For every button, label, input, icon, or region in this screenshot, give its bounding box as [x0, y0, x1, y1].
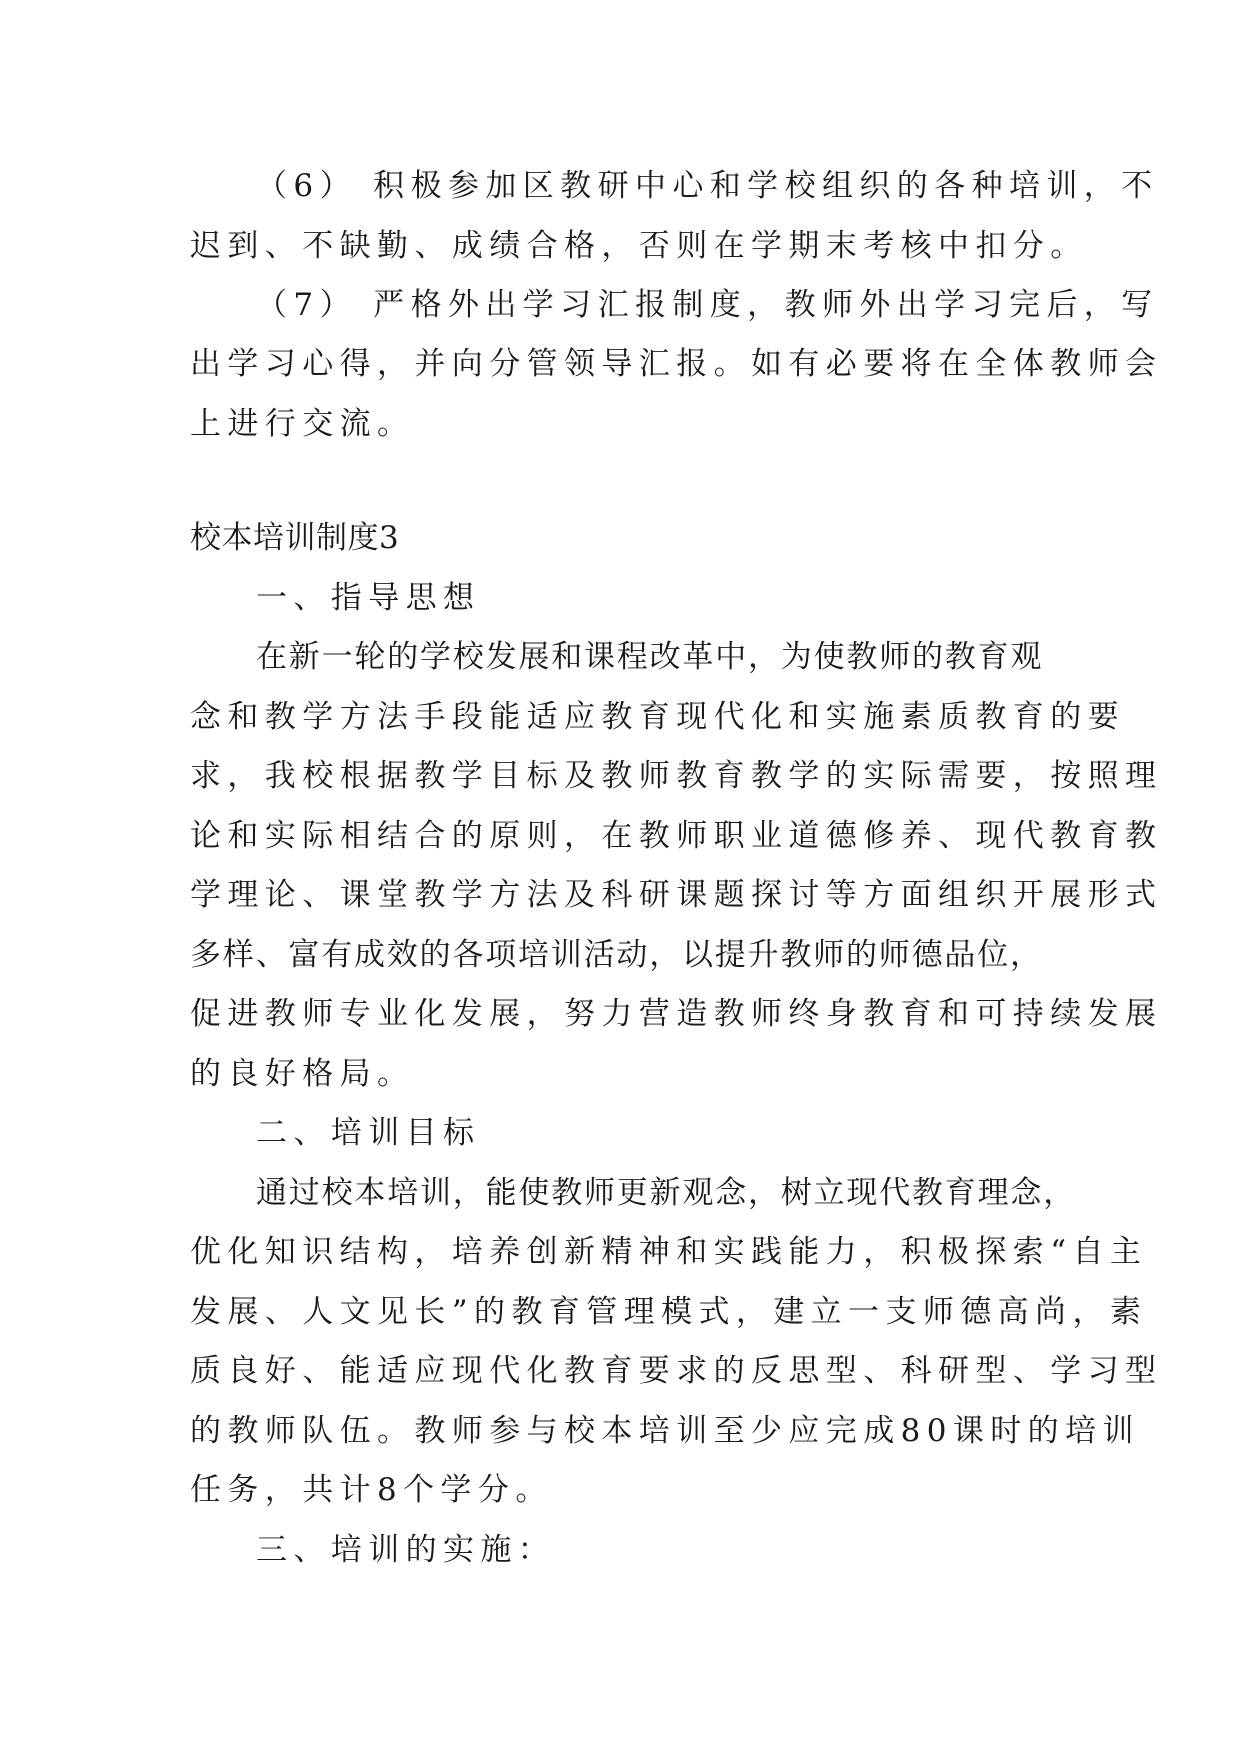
paragraph-line: 论和实际相结合的原则，在教师职业道德修养、现代教育教	[190, 818, 1163, 854]
paragraph-line: 出学习心得，并向分管领导汇报。如有必要将在全体教师会	[190, 346, 1163, 382]
paragraph-line: 念和教学方法手段能适应教育现代化和实施素质教育的要	[190, 699, 1125, 735]
heading-guiding-thought: 一、指导思想	[256, 580, 481, 616]
paragraph-line: （7） 严格外出学习汇报制度，教师外出学习完后，写	[256, 287, 1159, 323]
paragraph-line: 在新一轮的学校发展和课程改革中，为使教师的教育观	[256, 639, 1044, 675]
heading-training-implementation: 三、培训的实施：	[256, 1532, 556, 1568]
section-title: 校本培训制度3	[190, 520, 400, 556]
paragraph-line: 学理论、课堂教学方法及科研课题探讨等方面组织开展形式	[190, 877, 1163, 913]
paragraph-line: 促进教师专业化发展，努力营造教师终身教育和可持续发展	[190, 996, 1163, 1032]
paragraph-line: 通过校本培训，能使教师更新观念，树立现代教育理念，	[256, 1175, 1076, 1211]
paragraph-line: 的教师队伍。教师参与校本培训至少应完成80课时的培训	[190, 1413, 1140, 1449]
paragraph-line: 多样、富有成效的各项培训活动，以提升教师的师德品位，	[190, 937, 1043, 973]
paragraph-line: 优化知识结构，培养创新精神和实践能力，积极探索“自主	[190, 1234, 1148, 1270]
paragraph-line: （6） 积极参加区教研中心和学校组织的各种培训，不	[256, 168, 1159, 204]
paragraph-line: 求，我校根据教学目标及教师教育教学的实际需要，按照理	[190, 758, 1163, 794]
paragraph-line: 上进行交流。	[190, 406, 415, 442]
paragraph-line: 的良好格局。	[190, 1056, 415, 1092]
paragraph-line: 任务，共计8个学分。	[190, 1472, 553, 1508]
paragraph-line: 质良好、能适应现代化教育要求的反思型、科研型、学习型	[190, 1353, 1163, 1389]
heading-training-goals: 二、培训目标	[256, 1115, 481, 1151]
paragraph-line: 发展、人文见长”的教育管理模式，建立一支师德高尚，素	[190, 1294, 1148, 1330]
paragraph-line: 迟到、不缺勤、成绩合格，否则在学期末考核中扣分。	[190, 228, 1088, 264]
